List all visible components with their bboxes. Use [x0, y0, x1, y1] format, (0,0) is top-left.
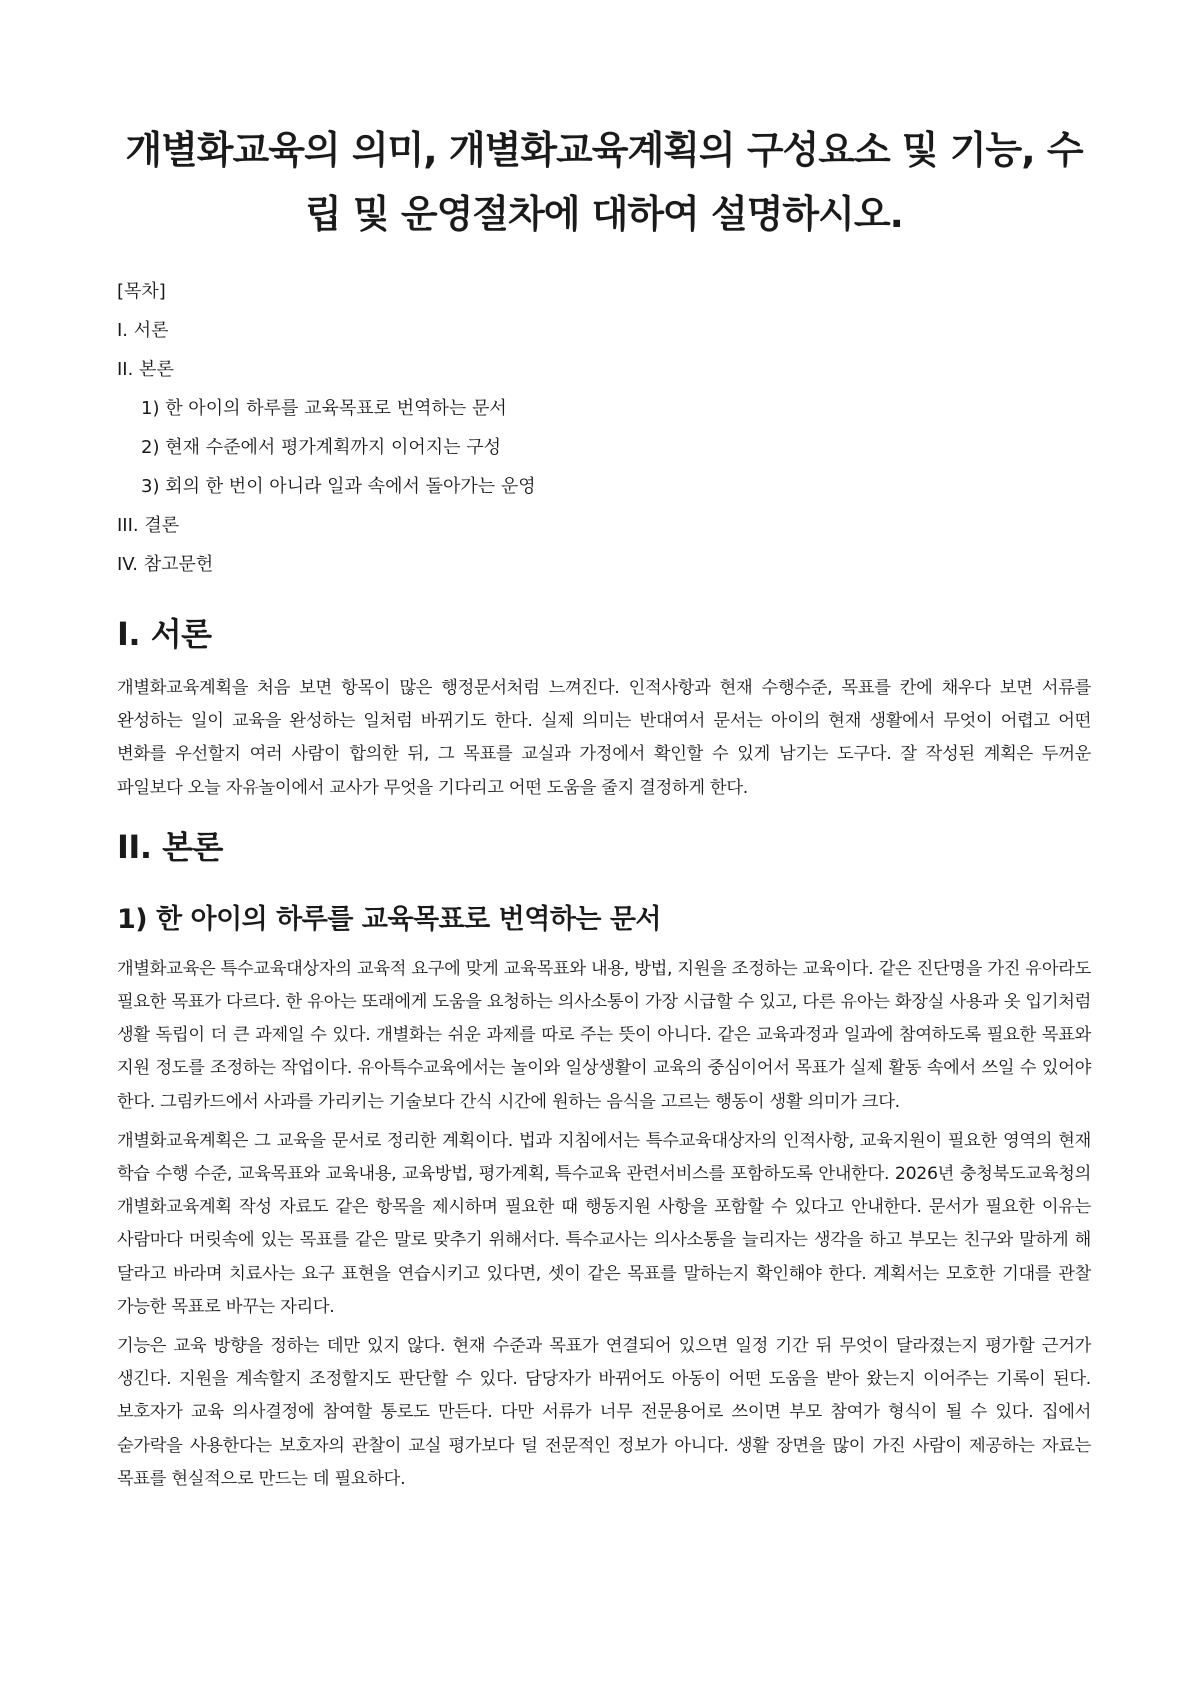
toc-item-body: II. 본론 — [117, 359, 174, 380]
body-paragraph: 기능은 교육 방향을 정하는 데만 있지 않다. 현재 수준과 목표가 연결되어 있으면 일정 기간 뒤 무엇이 달라졌는지 평가할 근거가 생긴다. 지원을 계속할지 조정할지도 판단할 수 있다. 담당자가 바뀌어도 아동이 어떤 도움을 받아 왔는지 이어주는 기록이 된다. 보호자가 교육 의사결정에 참여할 통로도 만든다. 다만 서류가 너무 전문용어로 쓰이면 부모 참여가 형식이 될 수 있다. 집에서 숟가락을 사용한다는 보호자의 관찰이 교실 평가보다 덜 전문적인 정보가 아니다. 생활 장면을 많이 가진 사람이 제공하는 자료는 목표를 현실적으로 만드는 데 필요하다. — [117, 1336, 1091, 1489]
document-page — [117, 118, 1091, 1502]
toc-item-body-sub3: 3) 회의 한 번이 아니라 일과 속에서 돌아가는 운영 — [141, 476, 536, 497]
toc-heading: [목차] — [117, 281, 166, 302]
toc-item-body-sub1: 1) 한 아이의 하루를 교육목표로 번역하는 문서 — [141, 398, 507, 419]
section-heading-body: II. 본론 — [117, 827, 223, 866]
intro-paragraph: 개별화교육계획을 처음 보면 항목이 많은 행정문서처럼 느껴진다. 인적사항과 현재 수행수준, 목표를 칸에 채우다 보면 서류를 완성하는 일이 교육을 완성하는 일처럼 바뀌기도 한다. 실제 의미는 반대여서 문서는 아이의 현재 생활에서 무엇이 어렵고 어떤 변화를 우선할지 여러 사람이 합의한 뒤, 그 목표를 교실과 가정에서 확인할 수 있게 남기는 도구다. 잘 작성된 계획은 두꺼운 파일보다 오늘 자유놀이에서 교사가 무엇을 기다리고 어떤 도움을 줄지 결정하게 한다. — [117, 678, 1091, 798]
body-paragraph: 개별화교육은 특수교육대상자의 교육적 요구에 맞게 교육목표와 내용, 방법, 지원을 조정하는 교육이다. 같은 진단명을 가진 유아라도 필요한 목표가 다르다. 한 유아는 또래에게 도움을 요청하는 의사소통이 가장 시급할 수 있고, 다른 유아는 화장실 사용과 옷 입기처럼 생활 독립이 더 큰 과제일 수 있다. 개별화는 쉬운 과제를 따로 주는 뜻이 아니다. 같은 교육과정과 일과에 참여하도록 필요한 목표와 지원 정도를 조정하는 작업이다. 유아특수교육에서는 놀이와 일상생활이 교육의 중심이어서 목표가 실제 활동 속에서 쓰일 수 있어야 한다. 그림카드에서 사과를 가리키는 기술보다 간식 시간에 원하는 음식을 고르는 행동이 생활 의미가 크다. — [117, 958, 1091, 1112]
toc-item-references: IV. 참고문헌 — [117, 554, 214, 575]
toc-item-body-sub2: 2) 현재 수준에서 평가계획까지 이어지는 구성 — [141, 437, 502, 458]
toc-item-conclusion: III. 결론 — [117, 515, 180, 536]
subsection-heading-1: 1) 한 아이의 하루를 교육목표로 번역하는 문서 — [117, 903, 662, 935]
document-title: 개별화교육의 의미, 개별화교육계획의 구성요소 및 기능, 수립 및 운영절차에 대하여 설명하시오. — [125, 128, 1083, 236]
table-of-contents — [117, 280, 1091, 592]
body-paragraph: 개별화교육계획은 그 교육을 문서로 정리한 계획이다. 법과 지침에서는 특수교육대상자의 인적사항, 교육지원이 필요한 영역의 현재 학습 수행 수준, 교육목표와 교육내용, 교육방법, 평가계획, 특수교육 관련서비스를 포함하도록 안내한다. 2026년 충청북도교육청의 개별화교육계획 작성 자료도 같은 항목을 제시하며 필요한 때 행동지원 사항을 포함할 수 있다고 안내한다. 문서가 필요한 이유는 사람마다 머릿속에 있는 목표를 같은 말로 맞추기 위해서다. 특수교사는 의사소통을 늘리자는 생각을 하고 부모는 친구와 말하게 해 달라고 바라며 치료사는 요구 표현을 연습시키고 있다면, 셋이 같은 목표를 말하는지 확인해야 한다. 계획서는 모호한 기대를 관찰 가능한 목표로 바꾸는 자리다. — [117, 1130, 1091, 1317]
section-heading-intro: I. 서론 — [117, 615, 212, 653]
toc-item-intro: I. 서론 — [117, 320, 169, 341]
